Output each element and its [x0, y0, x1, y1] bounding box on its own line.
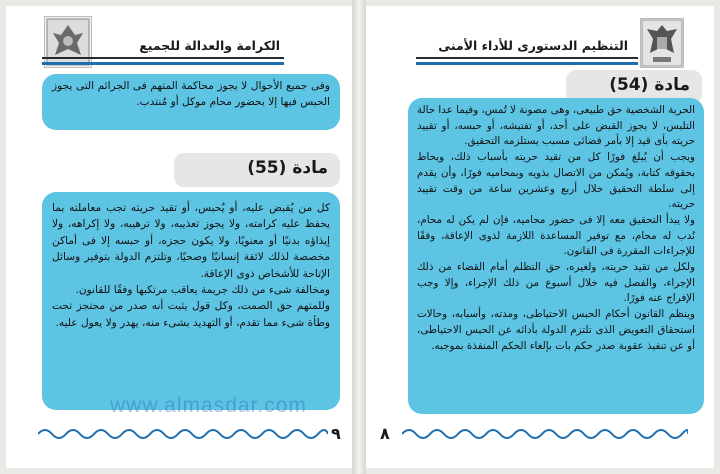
header-title: التنظيم الدستورى للأداء الأمنى [438, 38, 628, 53]
article-paragraph: ولا يبدأ التحقيق معه إلا فى حضور محاميه، فإن لم يكن له محام، نُدب له محام، مع توفير المساعدة اللازمة لذوى الإعاقة، وفقًا للإجراءات المقررة فى القانون. [417, 213, 695, 258]
wave-divider [38, 426, 328, 442]
article-text-box [42, 192, 340, 410]
egypt-eagle-emblem-icon [640, 18, 684, 68]
article-text-box [408, 98, 704, 414]
article-heading: مادة (54) [609, 75, 690, 95]
article-paragraph: وللمتهم حق الصمت، وكل قول يثبت أنه صدر من محتجز تحت وطأة شىء مما تقدم، أو التهديد بشىء منه، يهدر ولا يعول عليه. [52, 300, 330, 329]
header-rule-blue [416, 62, 638, 65]
article-heading-box [174, 153, 340, 187]
header-rule [42, 57, 284, 59]
wave-divider [402, 426, 688, 442]
header-rule-blue [42, 62, 284, 65]
article-paragraph: وينظم القانون أحكام الحبس الاحتياطى، ومدته، وأسبابه، وحالات استحقاق التعويض الذى تلتزم الدولة بأدائه عن الحبس الاحتياطى، أو عن تنفيذ عقوبة صدر حكم بات بإلغاء الحكم المنفذة بموجبه. [417, 308, 695, 352]
watermark: www.almasdar.com [110, 394, 307, 417]
continuation-text: وفى جميع الأحوال لا يجوز محاكمة المتهم فى الجرائم التى يجوز الحبس فيها إلا بحضور محام موكل أو مُنتدب. [52, 80, 330, 109]
article-paragraph: كل من يُقبض عليه، أو يُحبس، أو تقيد حريته تجب معاملته بما يحفظ عليه كرامته، ولا يجوز تعذيبه، ولا ترهيبه، ولا إكراهه، ولا إيذاؤه بدنيًا أو معنويًا، ولا يكون حجزه، أو حبسه إلا فى أماكن مخصصة لذلك لائقة إنسانيًا وصحيًا، وتلتزم الدولة بتوفير وسائل الإتاحة للأشخاص ذوى الإعاقة. [52, 202, 330, 280]
article-paragraph: الحرية الشخصية حق طبيعى، وهى مصونة لا تُمس، وفيما عدا حالة التلبس، لا يجوز القبض على أحد، أو تفتيشه، أو حبسه، أو تقييد حريته بأى قيد إلا بأمر قضائى مسبب يستلزمه التحقيق. [416, 104, 695, 148]
article-heading: مادة (55) [247, 158, 328, 178]
police-emblem-icon [44, 16, 92, 68]
article-paragraph: ولكل من تقيد حريته، ولغيره، حق التظلم أمام القضاء من ذلك الإجراء، والفصل فيه خلال أسبوع من ذلك الإجراء، وإلا وجب الإفراج عنه فورًا. [417, 261, 695, 305]
header-rule [416, 57, 638, 59]
page-number: ٨ [380, 424, 390, 443]
page-number: ٩ [331, 424, 341, 443]
article-paragraph: ويجب أن يُبلغ فورًا كل من تقيد حريته بأسباب ذلك، ويحاط بحقوقه كتابة، ويُمكن من الاتصال بذويه وبمحاميه فورًا، وأن يقدم إلى سلطة التحقيق خلال أربع وعشرين ساعة من وقت تقييد حريته. [417, 151, 695, 211]
article-paragraph: ومخالفة شىء من ذلك جريمة يعاقب مرتكبها وفقًا للقانون. [75, 284, 330, 297]
continuation-text-box [42, 74, 340, 130]
header-title: الكرامة والعدالة للجميع [139, 38, 280, 53]
